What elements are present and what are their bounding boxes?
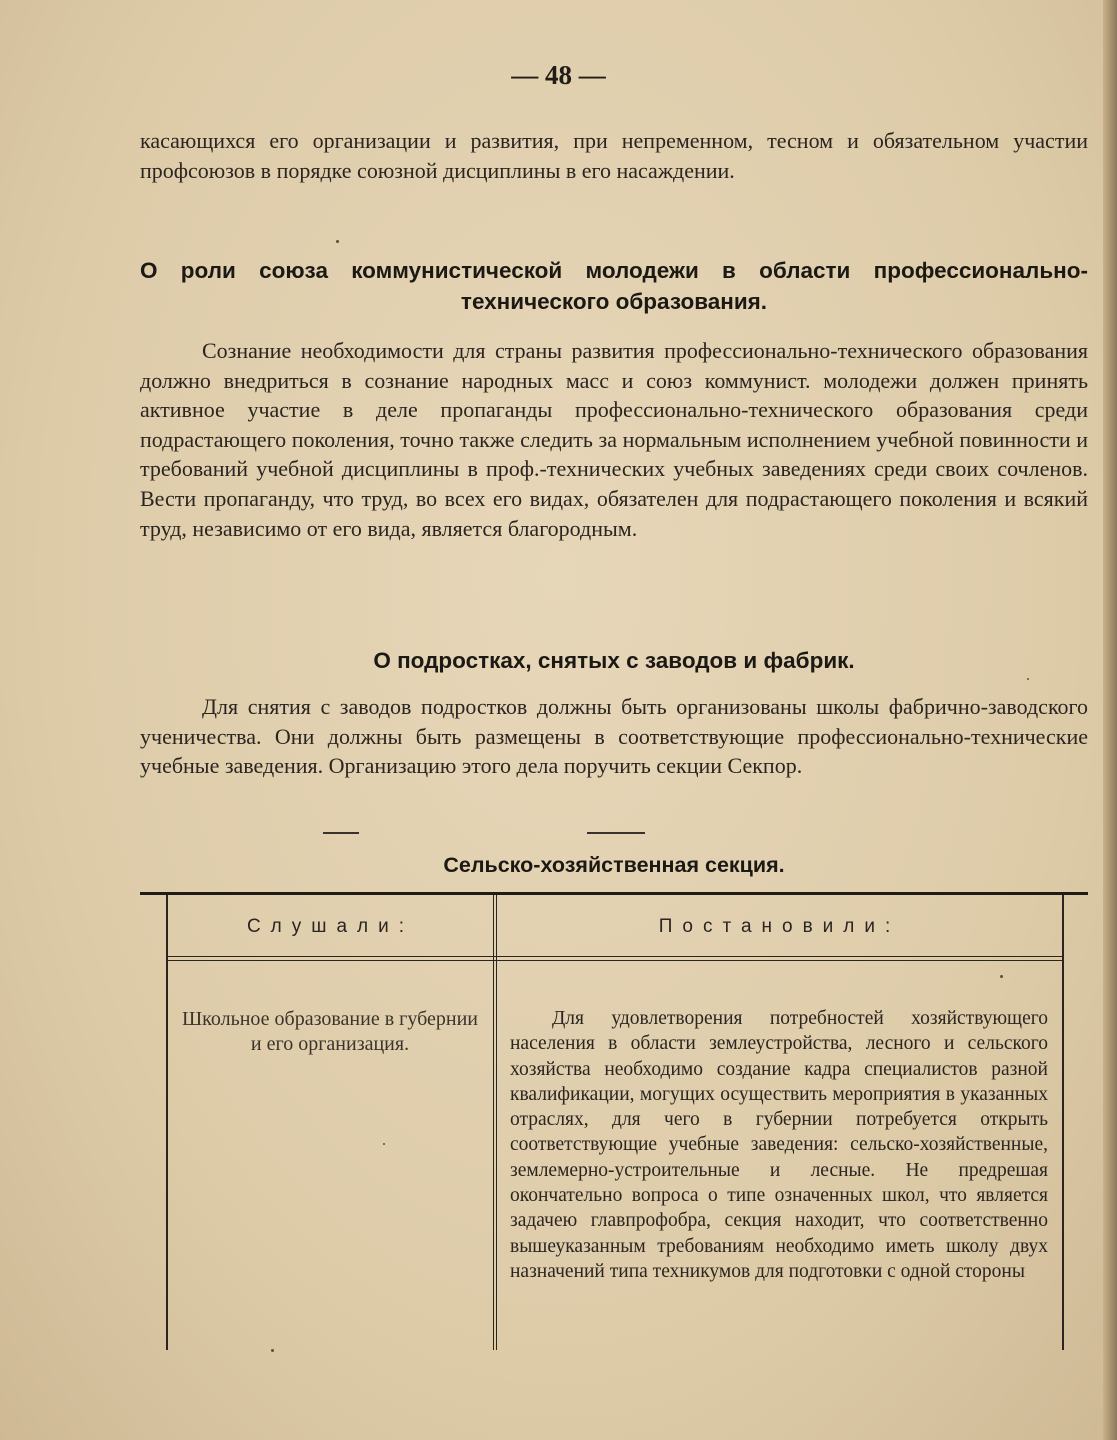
paragraph-youth-union: Сознание необходимости для страны развития профессионально-технического образования должно внедриться в сознание народных масс и союз коммунист. молодежи должен принять активное участие в деле пропаганды профессионально-технического образования среди подрастающего поколения, точно также следить за нормальным исполнением учебной повинности и требований учебной дисциплины в проф.-технических учебных заведениях среди своих сочленов. Вести пропаганду, что труд, во всех его видах, обязателен для подрастающего поколения и всякий труд, независимо от его вида, является благородным.: [140, 338, 1088, 541]
section-heading-teenagers: О подростках, снятых с заводов и фабрик.: [373, 648, 855, 673]
table-left-border: [166, 895, 168, 1350]
paragraph-teenagers: Для снятия с заводов подростков должны быть организованы школы фабрично-заводского ученичества. Они должны быть размещены в соответствующие профессионально-технические учебные заведения. Организацию этого дела поручить секции Секпор.: [140, 694, 1088, 779]
cell-resolved: Для удовлетворения потребностей хозяйствующего населения в области землеустройства, лесного и сельского хозяйства необходимо создание кадра специалистов разной квалификации, могущих осуществить мероприятия в указанных отраслях, для чего в губернии потребуется открыть соответствующие учебные заведения: сельско-хозяйственные, землемерно-устроительные и лесные. Не предрешая окончательно вопроса о типе означенных школ, что является задачею главпрофобра, секция находит, что соответственно вышеуказанным требованиям необходимо иметь школу двух назначений типа техникумов для подготовки с одной стороны: [510, 1008, 1048, 1282]
section-heading-agricultural: Сельско-хозяйственная секция.: [443, 853, 785, 877]
paragraph-continuation: касающихся его организации и развития, при непременном, тесном и обязательном участии профсоюзов в порядке союзной дисциплины в его насаждении.: [140, 128, 1088, 183]
page-edge: [1103, 0, 1117, 1440]
print-speck: [1000, 975, 1003, 978]
column-header-resolved: Постановили:: [658, 916, 901, 937]
separator-rule-right: [587, 832, 645, 834]
print-speck: [336, 240, 339, 243]
print-speck: [383, 1143, 385, 1145]
table-header-separator: [167, 956, 1062, 961]
page-number: — 48 —: [511, 60, 606, 90]
minutes-table: [140, 892, 1088, 1362]
separator-rule-left: [323, 832, 359, 834]
cell-heard: Школьное образование в губернии и его организация.: [182, 1008, 478, 1055]
table-column-divider: [493, 895, 497, 1350]
table-right-border: [1062, 895, 1064, 1350]
section-heading-youth-union: О роли союза коммунистической молодежи в области профессионально-технического образования.: [140, 258, 1088, 314]
print-speck: [271, 1349, 274, 1352]
print-speck: [1027, 678, 1029, 680]
table-top-rule: [140, 892, 1088, 895]
column-header-heard: Слушали:: [246, 916, 415, 937]
